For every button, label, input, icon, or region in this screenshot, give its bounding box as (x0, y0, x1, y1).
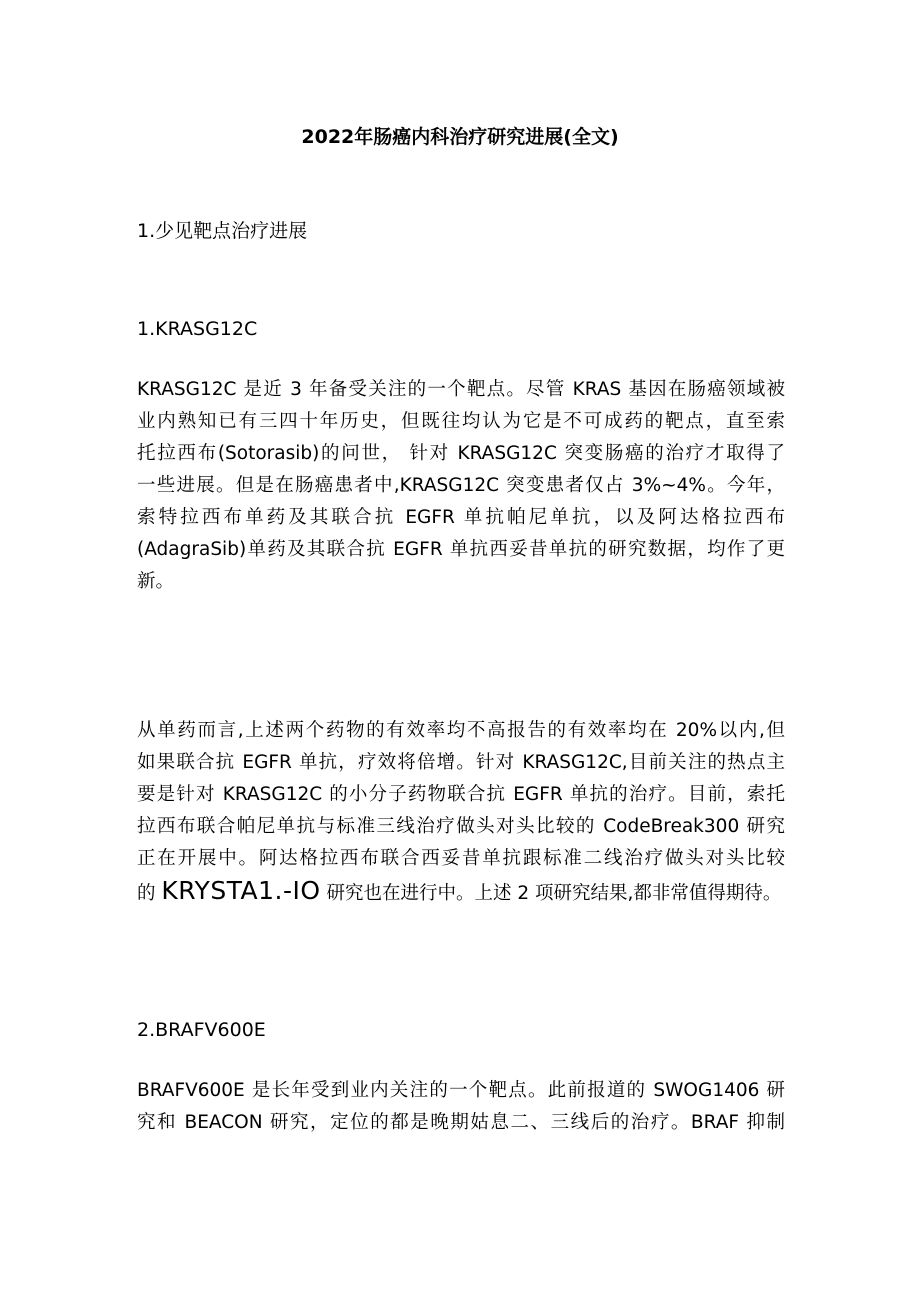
text-line: 要是针对 KRASG12C 的小分子药物联合抗 EGFR 单抗的治疗。目前，索托 (137, 784, 785, 805)
text-line: 正在开展中。阿达格拉西布联合西妥昔单抗跟标准二线治疗做头对头比较 (137, 848, 785, 869)
text-line: 从单药而言,上述两个药物的有效率均不高报告的有效率均在 20%以内,但 (137, 720, 785, 741)
text-line: 如果联合抗 EGFR 单抗，疗效将倍增。针对 KRASG12C,目前关注的热点主 (137, 752, 785, 773)
text-line: 托拉西布(Sotorasib)的问世， 针对 KRASG12C 突变肠癌的治疗才取得了 (137, 443, 785, 464)
subsection-heading-krasg12c: 1.KRASG12C (137, 318, 258, 340)
section-heading: 1.少见靶点治疗进展 (137, 220, 308, 242)
paragraph-krasg12c-intro (137, 374, 785, 598)
subsection-heading-brafv600e: 2.BRAFV600E (137, 1019, 266, 1041)
document-title: 2022年肠癌内科治疗研究进展(全文) (301, 126, 619, 148)
text-line: 业内熟知已有三四十年历史，但既往均认为它是不可成药的靶点，直至索 (137, 411, 785, 432)
text-line: 新。 (137, 571, 175, 592)
text-line: KRASG12C 是近 3 年备受关注的一个靶点。尽管 KRAS 基因在肠癌领域被 (137, 379, 785, 400)
text-line: 一些进展。但是在肠癌患者中,KRASG12C 突变患者仅占 3%~4%。今年， (137, 475, 785, 496)
text-fragment: 的 (137, 883, 162, 904)
text-line: BRAFV600E 是长年受到业内关注的一个靶点。此前报道的 SWOG1406 研 (137, 1080, 785, 1101)
paragraph-brafv600e (137, 1075, 785, 1139)
paragraph-krasg12c-combination (137, 715, 785, 907)
text-line-last (137, 875, 785, 907)
text-line: (AdagraSib)单药及其联合抗 EGFR 单抗西妥昔单抗的研究数据，均作了更 (137, 539, 785, 560)
text-line: 索特拉西布单药及其联合抗 EGFR 单抗帕尼单抗，以及阿达格拉西布 (137, 507, 785, 528)
text-fragment: 研究也在进行中。上述 2 项研究结果,都非常值得期待。 (320, 883, 782, 904)
text-line: 拉西布联合帕尼单抗与标准三线治疗做头对头比较的 CodeBreak300 研究 (137, 816, 785, 837)
text-line: 究和 BEACON 研究，定位的都是晚期姑息二、三线后的治疗。BRAF 抑制 (137, 1112, 785, 1133)
study-name-krystal: KRYSTA1.-IO (161, 876, 321, 905)
